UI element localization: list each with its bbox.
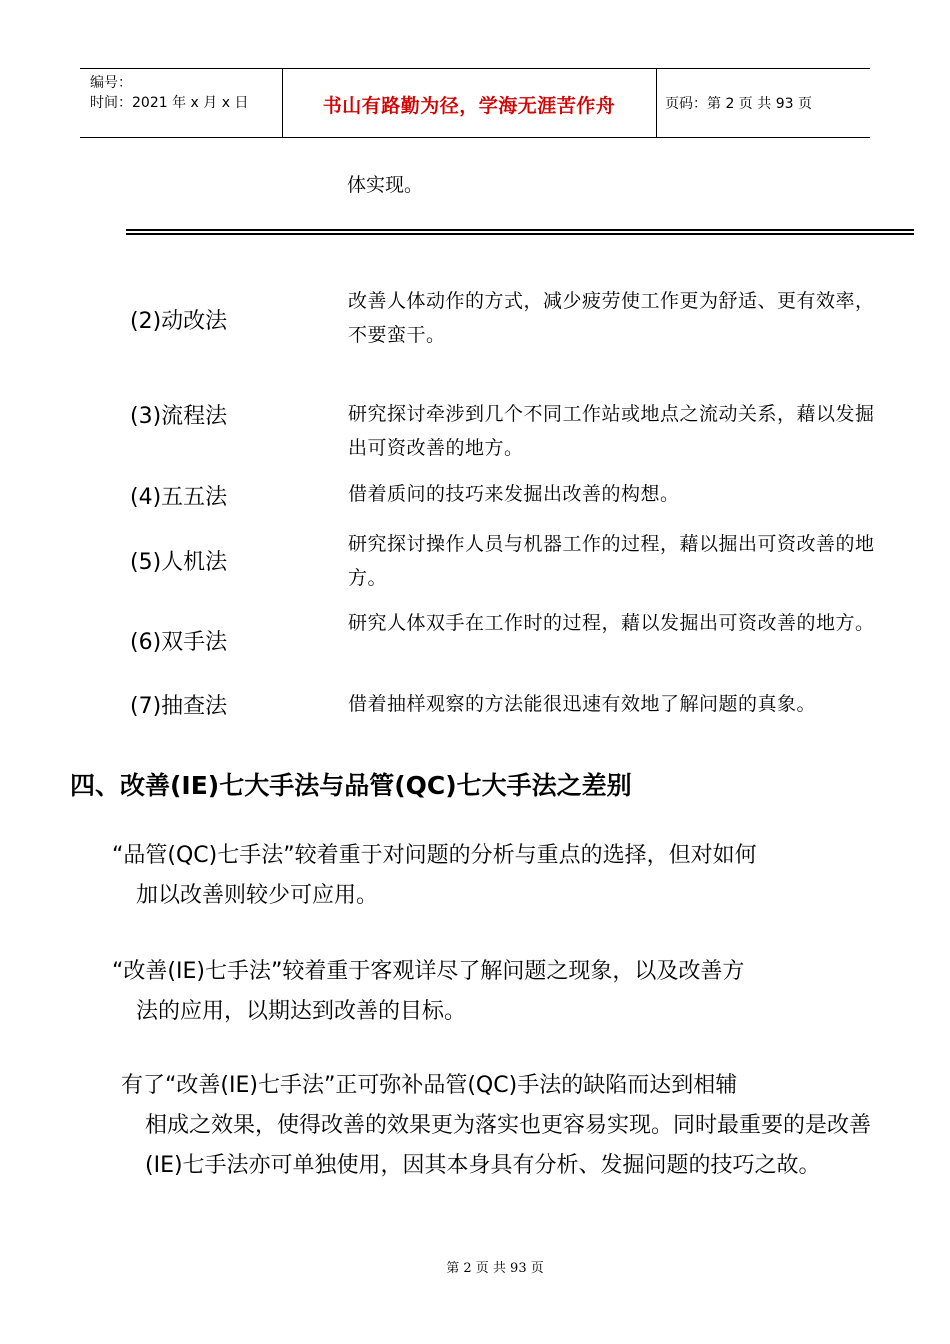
double-rule-bottom: [126, 233, 914, 235]
code-label: 编号：: [90, 75, 132, 91]
time-label: 时间：2021 年 x 月 x 日: [90, 95, 249, 111]
method-name: (2)动改法: [130, 309, 228, 334]
header-meta: [90, 73, 248, 113]
paragraph: [112, 952, 882, 1032]
method-desc: 借着质问的技巧来发掘出改善的构想。: [348, 483, 680, 505]
double-rule-top: [126, 229, 914, 231]
page-footer: 第 2 页 共 93 页: [446, 1261, 544, 1276]
paragraph-rest: 加以改善则较少可应用。: [136, 883, 379, 908]
paragraph-rest: 相成之效果，使得改善的效果更为落实也更容易实现。同时最重要的是改善(IE)七手法亦可单独使用，因其本身具有分析、发掘问题的技巧之故。: [145, 1113, 872, 1178]
method-desc: 改善人体动作的方式，减少疲劳使工作更为舒适、更有效率，不要蛮干。: [348, 290, 875, 346]
paragraph: [121, 1066, 883, 1186]
method-desc: 研究探讨牵涉到几个不同工作站或地点之流动关系，藉以发掘出可资改善的地方。: [348, 403, 875, 459]
continuation-text: 体实现。: [347, 174, 424, 196]
method-name: (6)双手法: [130, 630, 228, 655]
paragraph-first-line: “品管(QC)七手法”较着重于对问题的分析与重点的选择，但对如何: [112, 843, 757, 868]
paragraph-first-line: 有了“改善(IE)七手法”正可弥补品管(QC)手法的缺陷而达到相辅: [121, 1073, 738, 1098]
paragraph: [112, 836, 882, 916]
paragraph-rest: 法的应用，以期达到改善的目标。: [136, 999, 467, 1024]
method-name: (5)人机法: [130, 550, 228, 575]
method-desc: 研究人体双手在工作时的过程，藉以发掘出可资改善的地方。: [348, 612, 875, 634]
method-desc: 研究探讨操作人员与机器工作的过程，藉以掘出可资改善的地方。: [348, 533, 875, 589]
method-name: (3)流程法: [130, 404, 228, 429]
section-title: 四、改善(IE)七大手法与品管(QC)七大手法之差别: [70, 771, 632, 800]
header-motto: 书山有路勤为径，学海无涯苦作舟: [322, 95, 616, 117]
method-name: (4)五五法: [130, 485, 228, 510]
method-name: (7)抽查法: [130, 694, 228, 719]
header-divider: [656, 69, 657, 137]
header-page-info: 页码：第 2 页 共 93 页: [665, 96, 812, 112]
page-header: [80, 68, 870, 138]
paragraph-first-line: “改善(IE)七手法”较着重于客观详尽了解问题之现象，以及改善方: [112, 959, 745, 984]
method-desc: 借着抽样观察的方法能很迅速有效地了解问题的真象。: [348, 693, 817, 715]
